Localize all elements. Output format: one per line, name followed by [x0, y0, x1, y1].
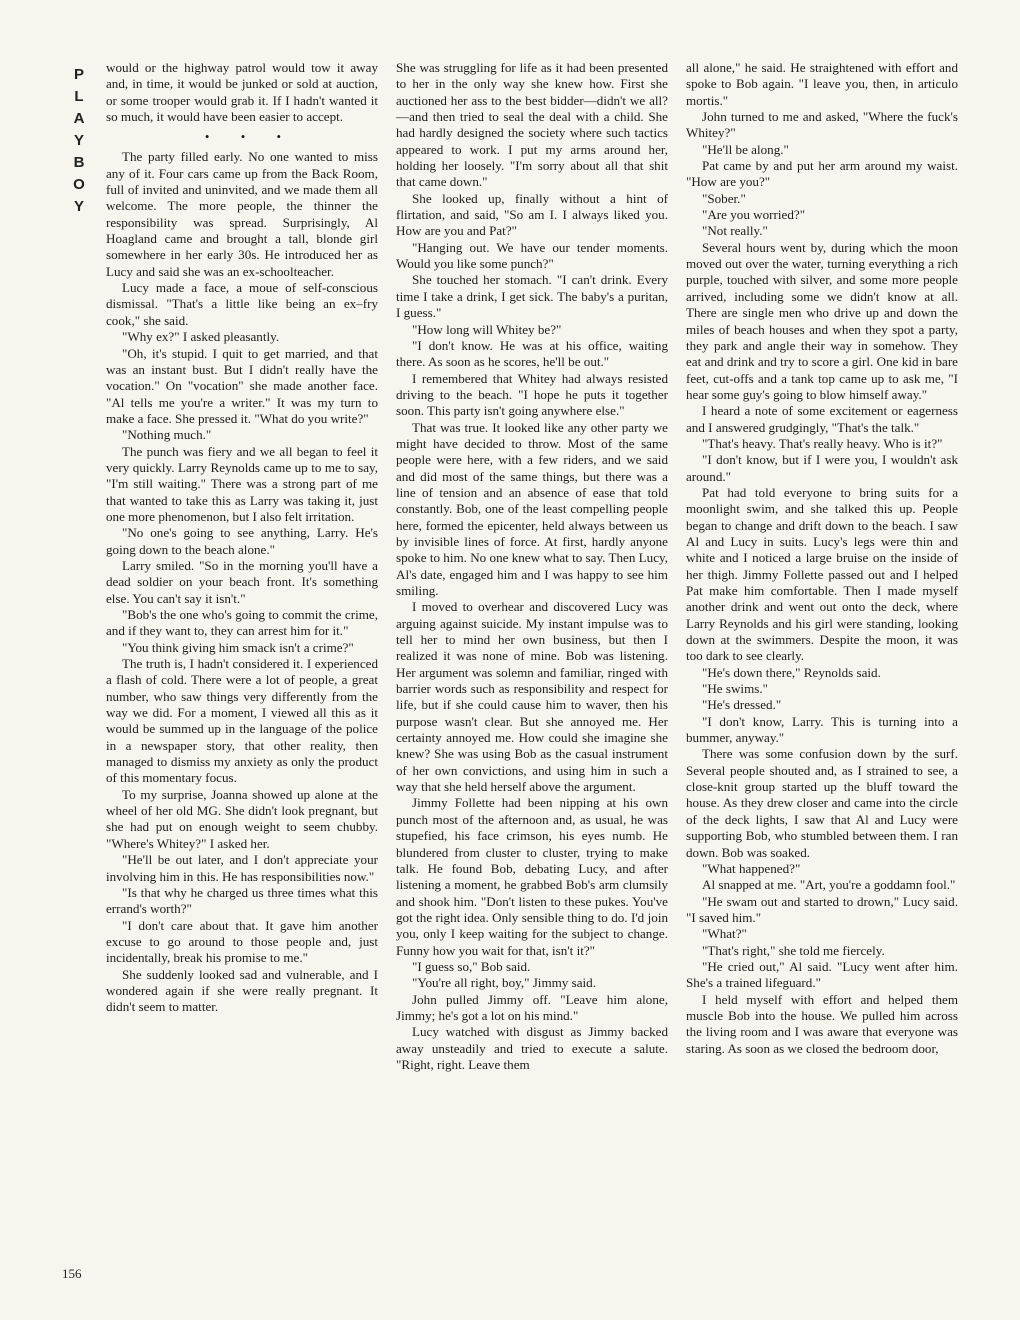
paragraph: Pat had told everyone to bring suits for a moonlight swim, and she talked this up. People began to change and drift down to the beach. I saw Al and Lucy in suits. Lucy's legs were thin and white and I noticed a large bruise on the inside of her thigh. Jimmy Follette passed out and I helped Pat make him comfortable. Then I made myself another drink and went out onto the deck, where Larry Reynolds and his girl were standing, looking down at the swimmers. Despite the moon, it was too dark to see clearly.: [686, 484, 958, 664]
paragraph: Lucy watched with disgust as Jimmy backed away unsteadily and tried to execute a salute. "Right, right. Leave them: [396, 1024, 668, 1072]
paragraph: "He cried out," Al said. "Lucy went after him. She's a trained lifeguard.": [686, 958, 958, 991]
paragraph: Several hours went by, during which the moon moved out over the water, turning everything a rich purple, touched with silver, and some more people arrived, including some we didn't know at all. There are single men who drive up and down the miles of beach houses and when they spot a party, they park and angle their way in somehow. They eat and drink and try to score a girl. One kid in bare feet, cut-offs and a tank top came up to ask me, "I hear some guy's going to blow himself away.": [686, 239, 958, 402]
paragraph: "Why ex?" I asked pleasantly.: [122, 329, 280, 345]
paragraph: There was some confusion down by the surf. Several people shouted and, as I strained to see, a close-knit group started up the bluff toward the house. As they drew closer and came into the circle of the deck lights, I saw that Al and Lucy were supporting Bob, who stumbled between them. I ran down. Bob was soaked.: [686, 746, 958, 860]
paragraph: Larry smiled. "So in the morning you'll have a dead soldier on your beach front. It's something else. You can't say it isn't.": [106, 557, 378, 606]
logo-letter: P: [73, 66, 84, 83]
paragraph: "That's right," she told me fiercely.: [702, 942, 885, 958]
logo-letter: B: [73, 154, 85, 171]
text-column-2: [396, 60, 668, 1073]
paragraph: I heard a note of some excitement or eagerness and I answered grudgingly, "That's the talk.": [686, 403, 958, 435]
paragraph: That was true. It looked like any other party we might have decided to throw. Most of the same people were here, with a few riders, and we said and did most of the same things, but there was a line of tension and an absence of ease that told constantly. Bob, one of the least compelling people here, formed the epicenter, held always between us by invisible lines of force. At first, hardly anyone spoke to him. No one knew what to say. Then Lucy, Al's date, engaged him and I was happy to see him smiling.: [396, 419, 668, 598]
paragraph: "Is that why he charged us three times what this errand's worth?": [106, 884, 378, 917]
paragraph: Lucy made a face, a moue of self-conscious dismissal. "That's a little like being an ex–fry cook," she said.: [106, 280, 378, 328]
paragraph: "You're all right, boy," Jimmy said.: [412, 975, 596, 991]
logo-letter: O: [73, 176, 85, 193]
text-column-1: [106, 60, 378, 1016]
paragraph: "I don't know, but if I were you, I wouldn't ask around.": [686, 452, 958, 484]
paragraph: "What happened?": [702, 860, 801, 876]
paragraph: She touched her stomach. "I can't drink. Every time I take a drink, I get sick. The baby's a puritan, I guess.": [396, 272, 668, 321]
paragraph: "Oh, it's stupid. I quit to get married, and that was an instant bust. But I didn't really have the vocation." On "vocation" she made another face. "Al tells me you're a writer." It was my turn to make a face. She pressed it. "What do you write?": [106, 345, 378, 426]
magazine-logo-vertical: [66, 64, 92, 218]
paragraph: "I don't know. He was at his office, waiting there. As soon as he scores, he'll be out.": [396, 337, 668, 370]
paragraph: The truth is, I hadn't considered it. I experienced a flash of cold. There were a lot of people, a great number, who saw things very differently from the way we did. For a moment, I viewed all this as it would be summed up in the language of the police in a newspaper story, that other reality, then managed to dismiss my anxiety as only the product of this momentary focus.: [106, 656, 378, 786]
logo-letter: A: [73, 110, 85, 127]
paragraph: She suddenly looked sad and vulnerable, and I wondered again if she were really pregnant. It didn't seem to matter.: [106, 966, 378, 1015]
paragraph: The party filled early. No one wanted to miss any of it. Four cars came up from the Back Room, full of invited and uninvited, and we made them all welcome. The more people, the thinner the responsibility was spread. Surprisingly, Al Hoagland came and brought a tall, blonde girl somewhere in her early 30s. He introduced her as Lucy and said she was an ex-schoolteacher.: [106, 149, 378, 279]
paragraph: She was struggling for life as it had been presented to her in the only way she knew how. First she auctioned her ass to the best bidder—didn't we all?—and then tried to seal the deal with a child. She had hardly designed the society where such tactics appeared to work. I put my arms around her, holding her loosely. "I'm sorry about all that shit that came down.": [396, 60, 668, 190]
paragraph: "He swam out and started to drown," Lucy said. "I saved him.": [686, 893, 958, 925]
paragraph: "Not really.": [702, 223, 768, 239]
paragraph: Al snapped at me. "Art, you're a goddamn fool.": [702, 877, 956, 893]
paragraph: John turned to me and asked, "Where the fuck's Whitey?": [686, 109, 958, 141]
paragraph: all alone," he said. He straightened with effort and spoke to Bob again. "I leave you, then, in articulo mortis.": [686, 60, 958, 108]
paragraph: "Sober.": [702, 190, 746, 206]
logo-letter: Y: [73, 198, 84, 215]
paragraph: "I don't care about that. It gave him another excuse to go around to those people and, just incidentally, break his promise to me.": [106, 917, 378, 966]
paragraph: I remembered that Whitey had always resisted driving to the beach. "I hope he puts it together soon. This party isn't going anywhere else.": [396, 370, 668, 419]
paragraph: "He's dressed.": [702, 697, 782, 713]
section-separator: • • •: [204, 129, 296, 145]
paragraph: "That's heavy. That's really heavy. Who is it?": [702, 435, 943, 451]
paragraph: "What?": [702, 926, 747, 942]
paragraph: I moved to overhear and discovered Lucy was arguing against suicide. My instant impulse was to tell her to mind her own business, but then I realized it was none of mine. Bob was listening. Her argument was solemn and familiar, ringed with barrier words such as responsibility and respect for life, but if she could cause him to waver, then his purpose wasn't clear. But she annoyed me. Her certainty annoyed me. How could she imagine she knew? She was using Bob as the casual instrument of her own convictions, and using him in such a way that she held herself above the argument.: [396, 599, 668, 795]
paragraph: would or the highway patrol would tow it away and, in time, it would be junked or sold at auction, or some trooper would grab it. If I hadn't wanted it so much, it would have been easier to accept.: [106, 60, 378, 125]
logo-letter: L: [74, 88, 84, 105]
logo-letter: Y: [73, 132, 84, 149]
paragraph: She looked up, finally without a hint of flirtation, and said, "So am I. I always liked you. How are you and Pat?": [396, 190, 668, 239]
paragraph: "No one's going to see anything, Larry. He's going down to the beach alone.": [106, 525, 378, 557]
paragraph: "He's down there," Reynolds said.: [702, 664, 881, 680]
paragraph: "He swims.": [702, 681, 768, 697]
paragraph: "How long will Whitey be?": [412, 321, 562, 337]
paragraph: "Hanging out. We have our tender moments. Would you like some punch?": [396, 239, 668, 272]
page-number: 156: [62, 1266, 82, 1281]
paragraph: "Nothing much.": [122, 427, 212, 443]
paragraph: Pat came by and put her arm around my waist. "How are you?": [686, 158, 958, 190]
paragraph: "Bob's the one who's going to commit the crime, and if they want to, they can arrest him for it.": [106, 607, 378, 639]
paragraph: The punch was fiery and we all began to feel it very quickly. Larry Reynolds came up to me to say, "I'm still waiting." There was a strong part of me that wanted to take this as Larry was taking it, just one more phenomenon, but I also felt irritation.: [106, 443, 378, 524]
paragraph: "You think giving him smack isn't a crime?": [122, 639, 354, 655]
paragraph: "He'll be along.": [702, 141, 789, 157]
paragraph: To my surprise, Joanna showed up alone at the wheel of her old MG. She didn't look pregnant, but she had put on enough weight to seem chubby. "Where's Whitey?" I asked her.: [106, 786, 378, 851]
paragraph: John pulled Jimmy off. "Leave him alone, Jimmy; he's got a lot on his mind.": [396, 991, 668, 1023]
paragraph: "He'll be out later, and I don't appreciate your involving him in this. He has responsibilities now.": [106, 852, 378, 884]
paragraph: Jimmy Follette had been nipping at his own punch most of the afternoon and, as usual, he was stupefied, his face crimson, his eyes numb. He blundered from cluster to cluster, trying to make talk. He found Bob, debating Lucy, and after listening a moment, he grabbed Bob's arm clumsily and shook him. "Don't listen to these pukes. You've got the right idea. Only sensible thing to do. I'd join you, only I keep waiting for the subject to change. Funny how you wait for that, isn't it?": [396, 795, 668, 958]
text-column-3: [686, 60, 958, 1057]
paragraph: "I guess so," Bob said.: [412, 958, 531, 974]
paragraph: "I don't know, Larry. This is turning into a bummer, anyway.": [686, 713, 958, 746]
paragraph: "Are you worried?": [702, 207, 806, 223]
paragraph: I held myself with effort and helped them muscle Bob into the house. We pulled him across the living room and I was aware that everyone was staring. As soon as we closed the bedroom door,: [686, 991, 958, 1056]
